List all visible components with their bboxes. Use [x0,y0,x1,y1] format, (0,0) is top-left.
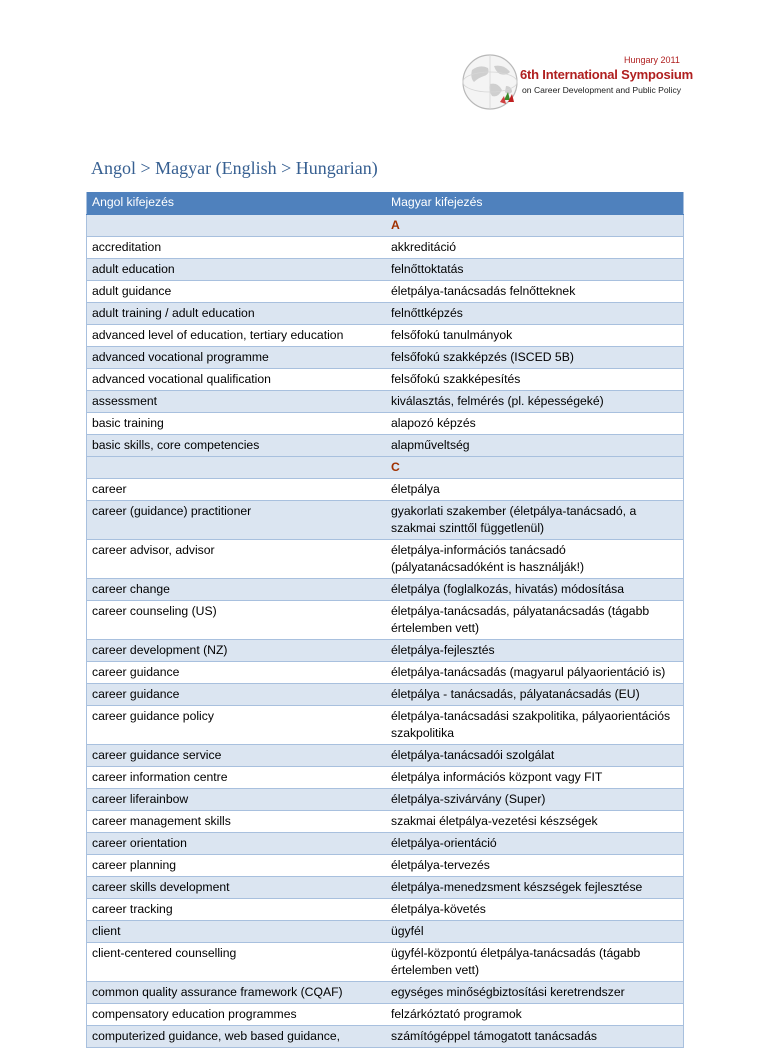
table-row [87,601,684,640]
hungarian-term: kiválasztás, felmérés (pl. képességeké) [381,391,684,413]
hungarian-term: felsőfokú tanulmányok [381,325,684,347]
english-term: computerized guidance, web based guidance, [87,1026,382,1048]
table-row [87,369,684,391]
hungarian-term: számítógéppel támogatott tanácsadás [381,1026,684,1048]
hungarian-term: felnőttoktatás [381,259,684,281]
hungarian-term: egységes minőségbiztosítási keretrendszer [381,982,684,1004]
english-term: career planning [87,855,382,877]
table-row [87,325,684,347]
english-term: assessment [87,391,382,413]
table-row [87,899,684,921]
english-term: compensatory education programmes [87,1004,382,1026]
english-term: adult education [87,259,382,281]
hungarian-term: életpálya-tervezés [381,855,684,877]
english-term: career advisor, advisor [87,540,382,579]
globe-logo-icon [460,52,524,112]
table-row [87,767,684,789]
hungarian-term: életpálya-szivárvány (Super) [381,789,684,811]
hungarian-term: életpálya-tanácsadás, pályatanácsadás (tágabb értelemben vett) [381,601,684,640]
hungarian-term: életpálya-fejlesztés [381,640,684,662]
table-row [87,662,684,684]
table-row [87,479,684,501]
english-term: career guidance [87,662,382,684]
section-letter-row [87,215,684,237]
hungarian-term: életpálya-tanácsadói szolgálat [381,745,684,767]
table-row [87,640,684,662]
hungarian-term: életpálya-tanácsadás felnőtteknek [381,281,684,303]
table-row [87,413,684,435]
logo-subtitle: on Career Development and Public Policy [522,85,682,95]
english-term: career guidance [87,684,382,706]
hungarian-term: életpálya-menedzsment készségek fejlesztése [381,877,684,899]
english-term: basic skills, core competencies [87,435,382,457]
table-row [87,435,684,457]
english-term: career [87,479,382,501]
english-term: career development (NZ) [87,640,382,662]
hungarian-term: életpálya-orientáció [381,833,684,855]
english-term: client [87,921,382,943]
table-row [87,237,684,259]
hungarian-term: felzárkóztató programok [381,1004,684,1026]
table-row [87,811,684,833]
table-row [87,877,684,899]
hungarian-term: életpálya-információs tanácsadó (pályatanácsadóként is használják!) [381,540,684,579]
section-letter: A [381,215,684,237]
hungarian-term: szakmai életpálya-vezetési készségek [381,811,684,833]
table-row [87,745,684,767]
glossary-table [86,192,684,1048]
hungarian-term: életpálya információs központ vagy FIT [381,767,684,789]
table-row [87,579,684,601]
english-term: career (guidance) practitioner [87,501,382,540]
table-row [87,982,684,1004]
table-row [87,1026,684,1048]
hungarian-term: alapműveltség [381,435,684,457]
section-letter-spacer [87,457,382,479]
english-term: advanced level of education, tertiary education [87,325,382,347]
hungarian-term: felsőfokú szakképzés (ISCED 5B) [381,347,684,369]
english-term: career tracking [87,899,382,921]
english-term: adult guidance [87,281,382,303]
english-term: accreditation [87,237,382,259]
english-term: basic training [87,413,382,435]
hungarian-term: ügyfél [381,921,684,943]
hungarian-term: életpálya - tanácsadás, pályatanácsadás (EU) [381,684,684,706]
hungarian-term: életpálya-követés [381,899,684,921]
table-row [87,789,684,811]
english-term: career guidance policy [87,706,382,745]
hungarian-term: felnőttképzés [381,303,684,325]
table-row [87,1004,684,1026]
table-row [87,943,684,982]
hungarian-term: gyakorlati szakember (életpálya-tanácsadó, a szakmai szinttől függetlenül) [381,501,684,540]
table-row [87,391,684,413]
english-term: career counseling (US) [87,601,382,640]
hungarian-term: felsőfokú szakképesítés [381,369,684,391]
table-row [87,706,684,745]
english-term: career orientation [87,833,382,855]
table-row [87,501,684,540]
table-row [87,259,684,281]
english-term: career change [87,579,382,601]
english-term: advanced vocational qualification [87,369,382,391]
table-row [87,303,684,325]
table-header-row [87,192,684,215]
english-term: client-centered counselling [87,943,382,982]
hungarian-term: életpálya-tanácsadási szakpolitika, pályaorientációs szakpolitika [381,706,684,745]
table-row [87,347,684,369]
english-term: advanced vocational programme [87,347,382,369]
section-letter: C [381,457,684,479]
page-title: Angol > Magyar (English > Hungarian) [91,158,378,178]
header-hungarian: Magyar kifejezés [381,192,684,215]
english-term: career skills development [87,877,382,899]
hungarian-term: ügyfél-központú életpálya-tanácsadás (tágabb értelemben vett) [381,943,684,982]
hungarian-term: alapozó képzés [381,413,684,435]
table-row [87,921,684,943]
english-term: career information centre [87,767,382,789]
english-term: common quality assurance framework (CQAF) [87,982,382,1004]
english-term: career guidance service [87,745,382,767]
table-row [87,684,684,706]
symposium-logo [460,52,694,114]
hungarian-term: akkreditáció [381,237,684,259]
english-term: career liferainbow [87,789,382,811]
english-term: career management skills [87,811,382,833]
table-row [87,855,684,877]
table-row [87,540,684,579]
section-letter-spacer [87,215,382,237]
table-row [87,833,684,855]
header-english: Angol kifejezés [87,192,382,215]
english-term: adult training / adult education [87,303,382,325]
logo-symposium-title: 6th International Symposium [520,67,694,82]
hungarian-term: életpálya [381,479,684,501]
hungarian-term: életpálya-tanácsadás (magyarul pályaorientáció is) [381,662,684,684]
table-row [87,281,684,303]
logo-year: Hungary 2011 [624,55,680,65]
hungarian-term: életpálya (foglalkozás, hivatás) módosítása [381,579,684,601]
section-letter-row [87,457,684,479]
